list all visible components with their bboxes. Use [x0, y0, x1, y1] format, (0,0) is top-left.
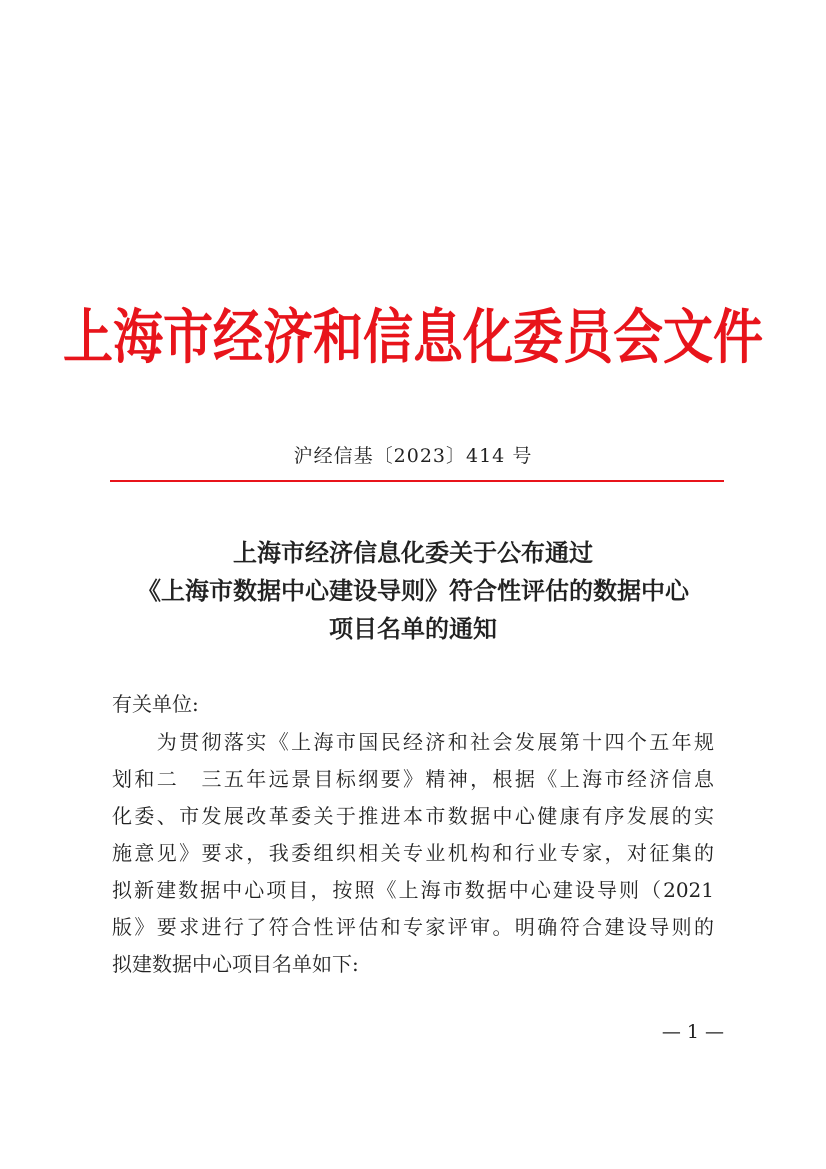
page-number: — 1 — — [661, 1021, 724, 1043]
body-line: 划和二 三五年远景目标纲要》精神，根据《上海市经济信息 — [112, 767, 714, 791]
body-line: 拟新建数据中心项目，按照《上海市数据中心建设导则（2021 — [112, 878, 714, 902]
document-number: 沪经信基〔2023〕414 号 — [293, 445, 533, 467]
body-line: 为贯彻落实《上海市国民经济和社会发展第十四个五年规 — [112, 730, 714, 754]
body-line: 施意见》要求，我委组织相关专业机构和行业专家，对征集的 — [112, 841, 714, 865]
body-paragraph — [112, 724, 714, 983]
red-divider-rule — [110, 480, 724, 482]
body-line: 版》要求进行了符合性评估和专家评审。明确符合建设导则的 — [112, 915, 714, 939]
notice-title-line: 项目名单的通知 — [329, 614, 497, 643]
salutation: 有关单位: — [112, 692, 199, 716]
body-line: 化委、市发展改革委关于推进本市数据中心健康有序发展的实 — [112, 804, 714, 828]
body-line: 拟建数据中心项目名单如下: — [112, 952, 359, 976]
notice-title — [90, 534, 736, 648]
notice-title-line: 《上海市数据中心建设导则》符合性评估的数据中心 — [137, 576, 689, 605]
masthead-title: 上海市经济和信息化委员会文件 — [63, 301, 763, 372]
notice-title-line: 上海市经济信息化委关于公布通过 — [233, 538, 593, 567]
